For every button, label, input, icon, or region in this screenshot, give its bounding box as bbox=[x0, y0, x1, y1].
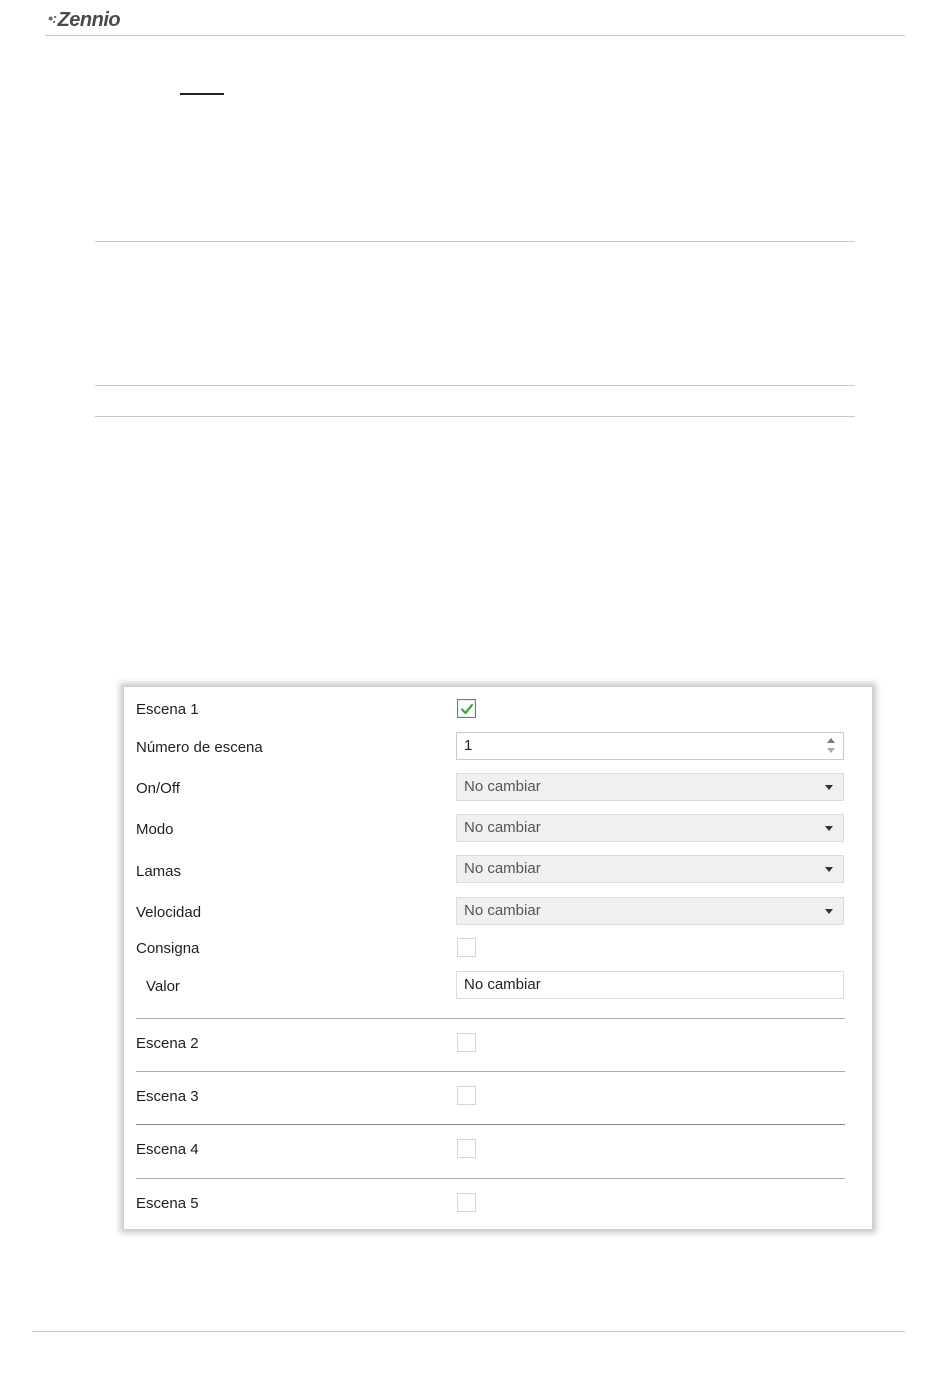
footer-divider bbox=[32, 1331, 905, 1332]
scene-number-value: 1 bbox=[464, 737, 473, 754]
separator bbox=[136, 1178, 845, 1179]
logo-text: Zennio bbox=[57, 9, 121, 31]
setpoint-row bbox=[124, 937, 872, 961]
zennio-logo bbox=[48, 9, 120, 32]
section-divider-1 bbox=[95, 241, 855, 242]
spin-down-icon[interactable] bbox=[827, 748, 835, 753]
value-input[interactable] bbox=[456, 971, 844, 999]
slats-row bbox=[124, 855, 872, 885]
scene-5-label: Escena 5 bbox=[136, 1195, 199, 1212]
separator bbox=[136, 1018, 845, 1019]
scene-number-row bbox=[124, 732, 872, 762]
logo-dots: •: bbox=[48, 10, 57, 26]
setpoint-checkbox[interactable] bbox=[457, 938, 476, 957]
chevron-down-icon bbox=[825, 867, 833, 872]
separator bbox=[136, 1071, 845, 1072]
scene-number-label: Número de escena bbox=[136, 739, 263, 756]
chevron-down-icon bbox=[825, 909, 833, 914]
speed-select[interactable] bbox=[456, 897, 844, 925]
scene-4-row bbox=[124, 1138, 872, 1162]
slats-label: Lamas bbox=[136, 863, 182, 880]
slats-select[interactable] bbox=[456, 855, 844, 883]
mode-select[interactable] bbox=[456, 814, 844, 842]
scene-3-label: Escena 3 bbox=[136, 1088, 199, 1105]
scene-2-row bbox=[124, 1032, 872, 1056]
value-row bbox=[124, 971, 872, 1001]
chevron-down-icon bbox=[825, 785, 833, 790]
onoff-value: No cambiar bbox=[464, 778, 541, 795]
onoff-label: On/Off bbox=[136, 780, 180, 797]
onoff-row bbox=[124, 773, 872, 803]
check-icon bbox=[460, 702, 474, 716]
mode-value: No cambiar bbox=[464, 819, 541, 836]
mode-label: Modo bbox=[136, 821, 174, 838]
mode-row bbox=[124, 814, 872, 844]
scene-5-row bbox=[124, 1192, 872, 1216]
section-divider-3 bbox=[95, 416, 855, 417]
spinner-arrows-icon[interactable] bbox=[827, 737, 835, 755]
scene-4-label: Escena 4 bbox=[136, 1141, 199, 1158]
section-divider-2 bbox=[95, 385, 855, 386]
spin-up-icon[interactable] bbox=[827, 738, 835, 743]
scene-3-row bbox=[124, 1085, 872, 1109]
underline-mark bbox=[180, 93, 224, 95]
scene-5-checkbox[interactable] bbox=[457, 1193, 476, 1212]
scene-1-label: Escena 1 bbox=[136, 701, 199, 718]
scene-3-checkbox[interactable] bbox=[457, 1086, 476, 1105]
scene-1-row bbox=[124, 698, 872, 722]
scene-2-checkbox[interactable] bbox=[457, 1033, 476, 1052]
chevron-down-icon bbox=[825, 826, 833, 831]
value-label: Valor bbox=[146, 978, 180, 995]
setpoint-label: Consigna bbox=[136, 940, 200, 957]
speed-label: Velocidad bbox=[136, 904, 202, 921]
speed-value: No cambiar bbox=[464, 902, 541, 919]
scenes-parameter-panel bbox=[123, 686, 873, 1230]
onoff-select[interactable] bbox=[456, 773, 844, 801]
separator bbox=[136, 1124, 845, 1125]
scene-2-label: Escena 2 bbox=[136, 1035, 199, 1052]
scene-1-checkbox[interactable] bbox=[457, 699, 476, 718]
speed-row bbox=[124, 897, 872, 927]
scene-4-checkbox[interactable] bbox=[457, 1139, 476, 1158]
header-divider bbox=[45, 35, 905, 36]
value-text: No cambiar bbox=[464, 976, 541, 993]
scene-number-stepper[interactable] bbox=[456, 732, 844, 760]
slats-value: No cambiar bbox=[464, 860, 541, 877]
